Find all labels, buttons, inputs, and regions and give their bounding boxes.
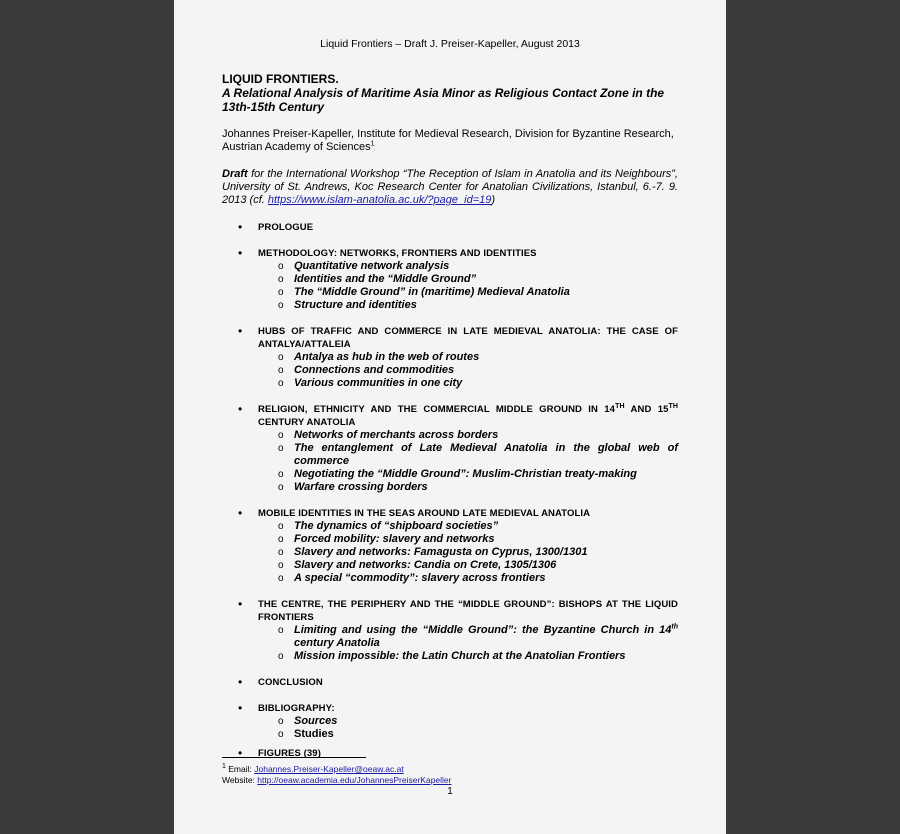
toc-subitem: o Mission impossible: the Latin Church at the Anatolian Frontiers xyxy=(258,650,678,663)
document-subtitle: A Relational Analysis of Maritime Asia Minor as Religious Contact Zone in the 13th-15th Century xyxy=(222,86,665,114)
footnotes xyxy=(222,764,452,785)
toc-hubs xyxy=(222,325,678,390)
toc-religion xyxy=(222,403,678,494)
draft-label: Draft xyxy=(222,168,248,180)
toc-subitem: o Quantitative network analysis xyxy=(258,260,678,273)
toc-subitems xyxy=(258,351,678,390)
subitem-sup: th xyxy=(671,623,678,631)
toc-subitem: o Identities and the “Middle Ground” xyxy=(258,273,678,286)
toc-heading: • CONCLUSION xyxy=(258,677,323,688)
draft-text: for the International Workshop “The Reception of Islam in Anatolia and its Neighbours”, University of St. Andrews, Koc Research Center for Anatolian Civilizations, Istanbul, 6.-7. 9. 2013 (cf. xyxy=(222,168,678,206)
draft-note xyxy=(222,168,678,207)
toc-subitems xyxy=(258,624,678,663)
toc-subitem xyxy=(258,624,678,650)
toc-subitem: o The dynamics of “shipboard societies” xyxy=(258,520,678,533)
toc-subitem: o Networks of merchants across borders xyxy=(258,429,678,442)
toc-subitem: o The “Middle Ground” in (maritime) Medieval Anatolia xyxy=(258,286,678,299)
draft-tail: ) xyxy=(491,194,496,206)
footnote-mark: 1 xyxy=(222,763,226,771)
subitem-part: Limiting and using the “Middle Ground”: the Byzantine Church in 14 xyxy=(294,624,672,636)
page-content xyxy=(222,38,678,773)
toc-figures xyxy=(222,747,678,760)
toc-heading: • HUBS OF TRAFFIC AND COMMERCE IN LATE MEDIEVAL ANATOLIA: THE CASE OF ANTALYA/ATTALEIA xyxy=(258,326,678,350)
footnote-website xyxy=(222,775,452,786)
toc-subitem: o Connections and commodities xyxy=(258,364,678,377)
toc-heading: • THE CENTRE, THE PERIPHERY AND THE “MIDDLE GROUND”: BISHOPS AT THE LIQUID FRONTIERS xyxy=(258,599,678,623)
toc-heading: • BIBLIOGRAPHY: xyxy=(258,703,335,714)
toc-mobile xyxy=(222,507,678,585)
heading-part: CENTURY ANATOLIA xyxy=(258,417,356,428)
subitem-part: century Anatolia xyxy=(294,637,380,649)
toc-subitem: o The entanglement of Late Medieval Anatolia in the global web of commerce xyxy=(258,442,678,468)
toc-bibliography xyxy=(222,702,678,741)
heading-sup: TH xyxy=(615,402,625,410)
table-of-contents xyxy=(222,221,678,760)
website-label: Website: xyxy=(222,774,258,785)
toc-subitems xyxy=(258,429,678,494)
toc-heading: • METHODOLOGY: NETWORKS, FRONTIERS AND IDENTITIES xyxy=(258,248,537,259)
toc-subitem: o Sources xyxy=(258,715,678,728)
toc-centre xyxy=(222,598,678,663)
toc-subitems xyxy=(258,715,678,741)
heading-part: AND 15 xyxy=(624,404,669,415)
toc-heading: • FIGURES (39) xyxy=(258,748,321,759)
toc-subitem: o Warfare crossing borders xyxy=(258,481,678,494)
workshop-link[interactable]: https://www.islam-anatolia.ac.uk/?page_id=19 xyxy=(267,194,492,206)
toc-subitem: o Antalya as hub in the web of routes xyxy=(258,351,678,364)
toc-heading xyxy=(258,403,678,429)
toc-methodology xyxy=(222,247,678,312)
footnote-ref: 1 xyxy=(370,140,375,148)
toc-subitem: o Structure and identities xyxy=(258,299,678,312)
email-link[interactable]: Johannes.Preiser-Kapeller@oeaw.ac.at xyxy=(254,764,404,774)
footnote-email xyxy=(222,764,452,775)
email-label: Email: xyxy=(225,764,255,774)
toc-subitem: o Negotiating the “Middle Ground”: Muslim-Christian treaty-making xyxy=(258,468,678,481)
toc-heading: • PROLOGUE xyxy=(258,222,314,233)
toc-subitem: o Slavery and networks: Candia on Crete, 1305/1306 xyxy=(258,559,678,572)
toc-subitem: o A special “commodity”: slavery across frontiers xyxy=(258,572,678,585)
toc-prologue xyxy=(222,221,678,234)
toc-subitem: o Various communities in one city xyxy=(258,377,678,390)
author-text: Johannes Preiser-Kapeller, Institute for Medieval Research, Division for Byzantine Research, Austrian Academy of Sciences xyxy=(222,128,674,153)
toc-heading: • MOBILE IDENTITIES IN THE SEAS AROUND LATE MEDIEVAL ANATOLIA xyxy=(258,508,591,519)
toc-subitem: o Slavery and networks: Famagusta on Cyprus, 1300/1301 xyxy=(258,546,678,559)
document-title: LIQUID FRONTIERS. xyxy=(222,72,339,86)
heading-sup: TH xyxy=(668,402,679,410)
running-header: Liquid Frontiers – Draft J. Preiser-Kapeller, August 2013 xyxy=(320,38,580,50)
toc-subitems xyxy=(258,520,678,585)
website-link[interactable]: http://oeaw.academia.edu/JohannesPreiserKapeller xyxy=(257,774,452,785)
toc-subitems xyxy=(258,260,678,312)
author-affiliation xyxy=(222,128,678,154)
document-page xyxy=(174,0,726,834)
toc-subitem: o Studies xyxy=(258,728,678,741)
footnote-divider xyxy=(222,757,366,758)
toc-conclusion xyxy=(222,676,678,689)
heading-part: RELIGION, ETHNICITY AND THE COMMERCIAL MIDDLE GROUND IN 14 xyxy=(258,404,616,415)
toc-subitem: o Forced mobility: slavery and networks xyxy=(258,533,678,546)
page-number: 1 xyxy=(447,786,453,797)
